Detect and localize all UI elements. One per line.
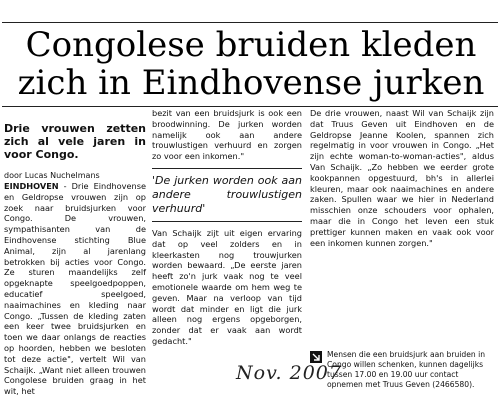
body-text-3: De drie vrouwen, naast Wil van Schaijk zijn dat Truus Geven uit Eindhoven en de Geldropse Jeanne Koolen, spannen zich regelmatig in voor vrouwen in Congo. „Het zijn echte woman-to-woman-acties", aldus Van Schaijk. „Zo hebben we eerder grote kookpannen opgestuurd, bh's in allerlei kleuren, maar ook naaimachines en andere zaken. Spullen waar we hier in Nederland misschien onze schouders voor ophalen, maar die in Congo het leven een stuk prettiger kunnen maken en vaak ook voor een inkomen kunnen zorgen." xyxy=(310,108,494,248)
info-box-text: Mensen die een bruidsjurk aan bruiden in Congo willen schenken, kunnen dagelijks tussen 17.00 en 19.00 uur contact opnemen met Truus Geven (2466580). xyxy=(327,350,486,389)
body-text-1: - Drie Eindhovense en Geldropse vrouwen zijn op zoek naar bruidsjurken voor Congo. De vrouwen, sympathisanten van de Eindhovense stichting Blue Animal, zijn al jarenlang betrokken bij acties voor Congo. Ze sturen maandelijks zelf opgeknapte speelgoedpoppen, educatief speelgoed, naaimachines en kleding naar Congo. „Tussen de kleding zaten een keer twee bruidsjurken en toen we daar onlangs de reacties op hoorden, hebben we besloten tot deze actie", vertelt Wil van Schaijk. „Want niet alleen trouwen Congolese bruiden graag in het wit, het xyxy=(4,181,146,397)
top-rule xyxy=(2,22,498,23)
dateline: EINDHOVEN xyxy=(4,181,59,191)
column-3 xyxy=(310,108,494,248)
pull-quote: 'De jurken worden ook aan andere trouwlustigen verhuurd' xyxy=(152,168,302,222)
column-1 xyxy=(4,104,146,397)
headline-line-1: Congolese bruiden kleden xyxy=(25,25,477,65)
column-1-text xyxy=(4,181,146,397)
body-text-2a: bezit van een bruidsjurk is ook een broodwinning. De jurken worden namelijk ook aan andere trouwlustigen verhuurd en zorgen zo voor een inkomen." xyxy=(152,108,302,162)
column-2 xyxy=(152,108,302,347)
kicker: Drie vrouwen zetten zich al vele jaren in voor Congo. xyxy=(4,122,146,161)
body-text-2b: Van Schaijk zijt uit eigen ervaring dat op veel zolders en in kleerkasten nog trouwjurken worden bewaard. „De eerste jaren heeft zo'n jurk vaak nog te veel emotionele waarde om hem weg te geven. Maar na verloop van tijd wordt dat minder en ligt die jurk alleen nog ergens opgeborgen, zonder dat er vaak aan wordt gedacht." xyxy=(152,227,302,346)
byline: door Lucas Nuchelmans xyxy=(4,171,100,180)
headline-line-2: zich in Eindhovense jurken xyxy=(17,63,485,103)
handwritten-date: Nov. 2007 xyxy=(236,362,342,384)
headline xyxy=(6,26,496,102)
